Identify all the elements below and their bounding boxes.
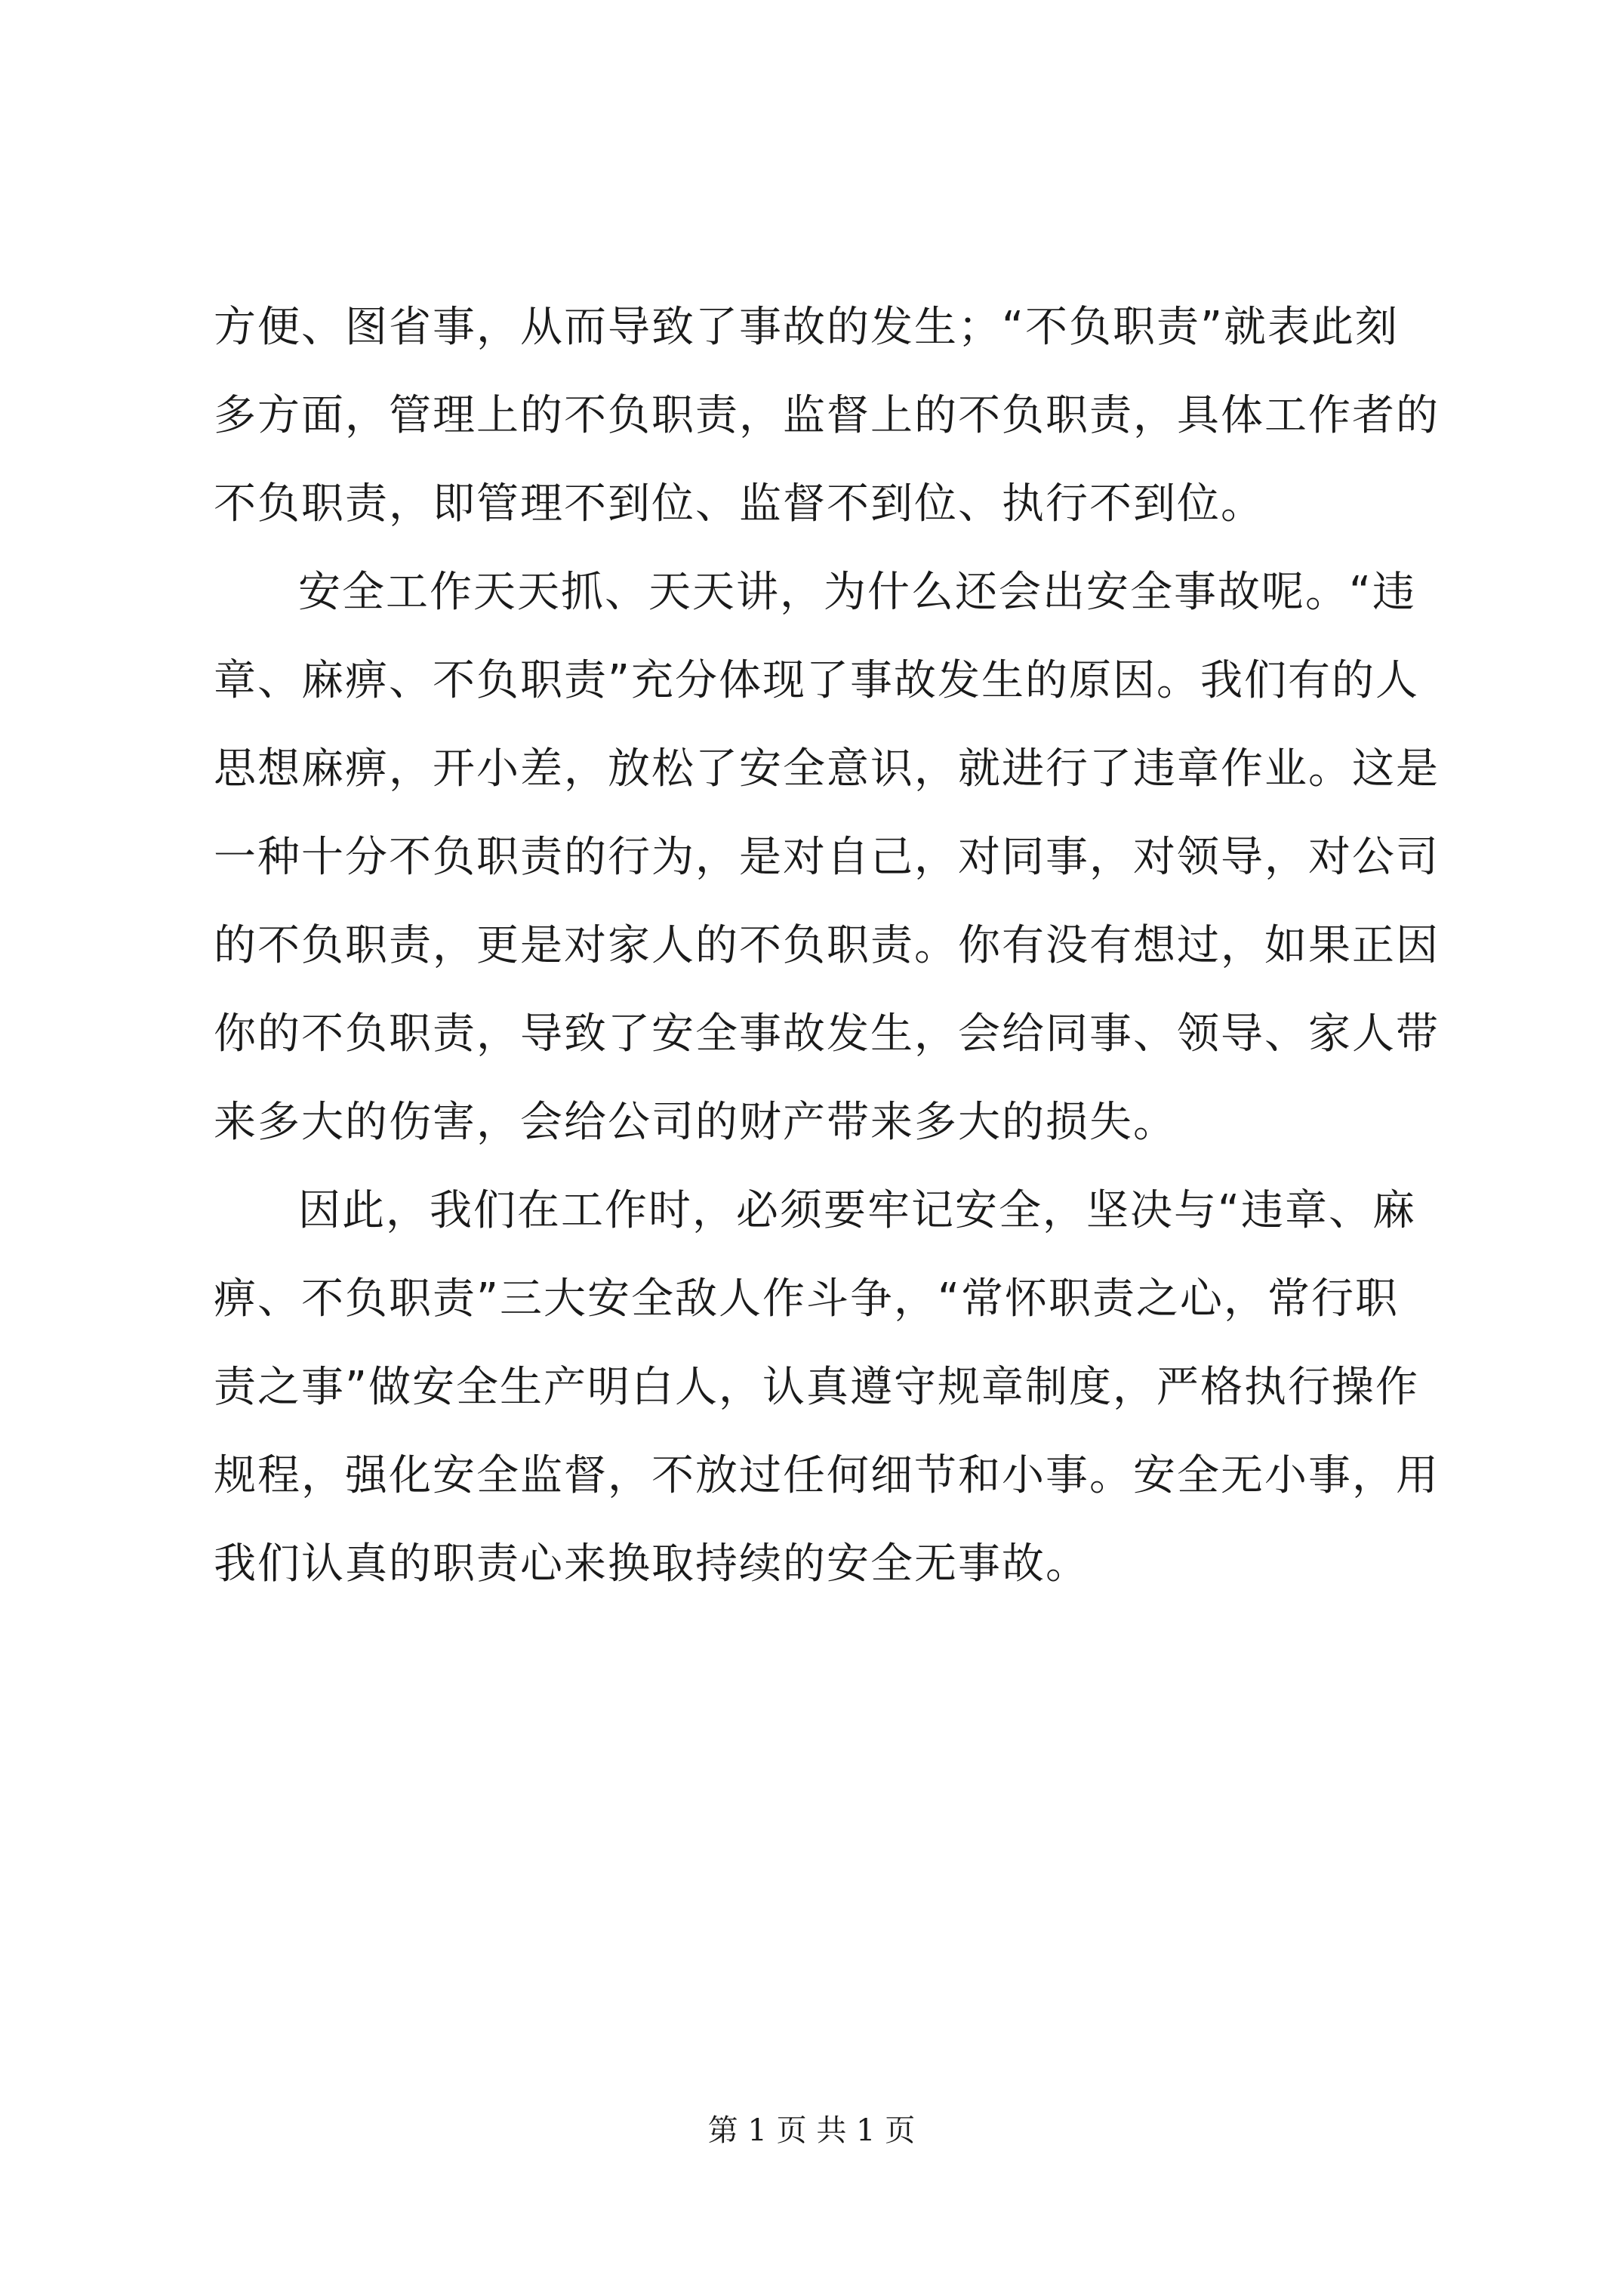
paragraph-2 <box>214 548 1440 1166</box>
text-line: 思想麻痹，开小差，放松了安全意识，就进行了违章作业。这是 <box>214 744 1440 794</box>
text-line: 我们认真的职责心来换取持续的安全无事故。 <box>214 1539 1089 1589</box>
text-line: 来多大的伤害，会给公司的财产带来多大的损失。 <box>214 1098 1177 1147</box>
paragraph-1 <box>214 283 1440 548</box>
page-footer: 第 1 页 共 1 页 <box>707 2113 916 2148</box>
text-line: 痹、不负职责”三大安全敌人作斗争，“常怀职责之心，常行职 <box>214 1274 1400 1324</box>
text-line: 不负职责，即管理不到位、监督不到位、执行不到位。 <box>214 479 1264 529</box>
text-line: 因此，我们在工作时，必须要牢记安全，坚决与“违章、麻 <box>298 1186 1417 1235</box>
text-line: 章、麻痹、不负职责”充分体现了事故发生的原因。我们有的人 <box>214 656 1420 705</box>
paragraph-3 <box>214 1166 1440 1608</box>
text-line: 你的不负职责，导致了安全事故发生，会给同事、领导、家人带 <box>214 1009 1440 1059</box>
text-line: 规程，强化安全监督，不放过任何细节和小事。安全无小事，用 <box>214 1451 1440 1500</box>
document-body <box>214 283 1440 1608</box>
text-line: 安全工作天天抓、天天讲，为什么还会出安全事故呢。“违 <box>298 568 1417 617</box>
text-line: 方便、图省事，从而导致了事故的发生；“不负职责”就表此刻 <box>214 303 1400 352</box>
text-line: 一种十分不负职责的行为，是对自己，对同事，对领导，对公司 <box>214 833 1440 882</box>
text-line: 责之事”做安全生产明白人，认真遵守规章制度，严格执行操作 <box>214 1363 1420 1412</box>
text-line: 的不负职责，更是对家人的不负职责。你有没有想过，如果正因 <box>214 921 1440 970</box>
text-line: 多方面，管理上的不负职责，监督上的不负职责，具体工作者的 <box>214 391 1440 440</box>
